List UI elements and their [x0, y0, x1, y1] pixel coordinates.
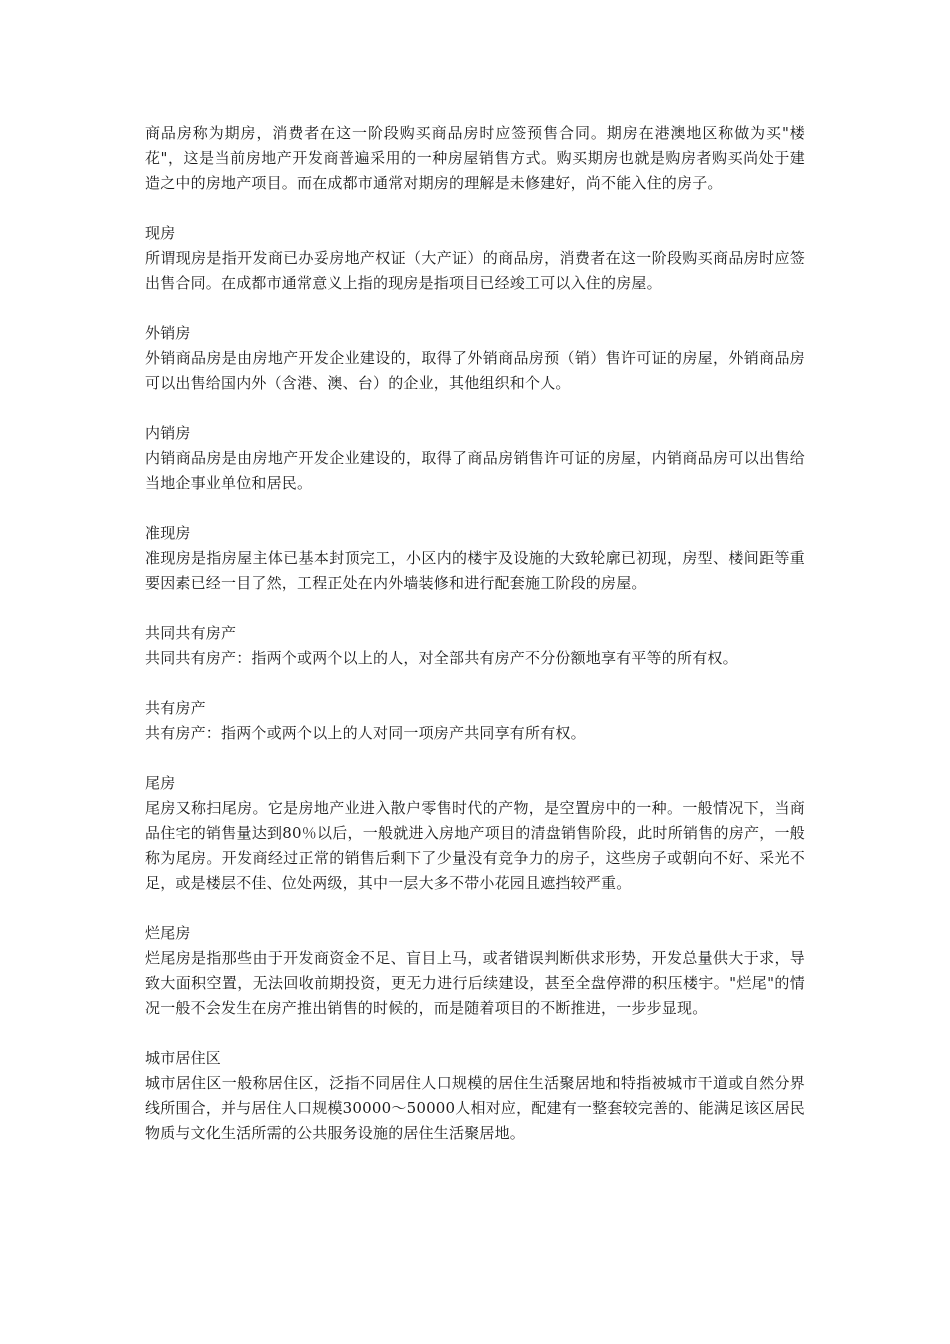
section-body: 外销商品房是由房地产开发企业建设的，取得了外销商品房预（销）售许可证的房屋，外销商品房可以出售给国内外（含港、澳、台）的企业，其他组织和个人。	[145, 349, 805, 392]
section-gongyou	[145, 696, 805, 746]
section-title: 城市居住区	[145, 1049, 222, 1067]
section-weifang	[145, 771, 805, 896]
section-body: 城市居住区一般称居住区，泛指不同居住人口规模的居住生活聚居地和特指被城市干道或自然分界线所围合，并与居住人口规模30000～50000人相对应，配建有一整套较完善的、能满足该区居民物质与文化生活所需的公共服务设施的居住生活聚居地。	[145, 1074, 805, 1142]
section-body: 烂尾房是指那些由于开发商资金不足、盲目上马，或者错误判断供求形势，开发总量供大于求，导致大面积空置，无法回收前期投资，更无力进行后续建设，甚至全盘停滞的积压楼宇。"烂尾"的情况一般不会发生在房产推出销售的时候的，而是随着项目的不断推进，一步步显现。	[145, 949, 805, 1017]
section-body: 尾房又称扫尾房。它是房地产业进入散户零售时代的产物，是空置房中的一种。一般情况下，当商品住宅的销售量达到80％以后，一般就进入房地产项目的清盘销售阶段，此时所销售的房产，一般称为尾房。开发商经过正常的销售后剩下了少量没有竞争力的房子，这些房子或朝向不好、采光不足，或是楼层不佳、位处两级，其中一层大多不带小花园且遮挡较严重。	[145, 799, 805, 892]
section-title: 尾房	[145, 774, 176, 792]
section-body: 共同共有房产：指两个或两个以上的人，对全部共有房产不分份额地享有平等的所有权。	[145, 649, 738, 667]
section-body: 内销商品房是由房地产开发企业建设的，取得了商品房销售许可证的房屋，内销商品房可以出售给当地企事业单位和居民。	[145, 449, 805, 492]
section-neixiaofang	[145, 421, 805, 496]
document-page	[145, 121, 805, 1146]
section-title: 共同共有房产	[145, 624, 237, 642]
section-title: 准现房	[145, 524, 191, 542]
section-title: 烂尾房	[145, 924, 191, 942]
section-title: 共有房产	[145, 699, 206, 717]
section-body: 准现房是指房屋主体已基本封顶完工，小区内的楼宇及设施的大致轮廓已初现，房型、楼间距等重要因素已经一目了然，工程正处在内外墙装修和进行配套施工阶段的房屋。	[145, 549, 805, 592]
section-lanweifang	[145, 921, 805, 1021]
section-chengshi-juzhuqu	[145, 1046, 805, 1146]
section-zhunxianfang	[145, 521, 805, 596]
section-title: 外销房	[145, 324, 191, 342]
section-gongtong-gongyou	[145, 621, 805, 671]
section-body: 所谓现房是指开发商已办妥房地产权证（大产证）的商品房，消费者在这一阶段购买商品房时应签出售合同。在成都市通常意义上指的现房是指项目已经竣工可以入住的房屋。	[145, 249, 805, 292]
intro-paragraph: 商品房称为期房，消费者在这一阶段购买商品房时应签预售合同。期房在港澳地区称做为买"楼花"，这是当前房地产开发商普遍采用的一种房屋销售方式。购买期房也就是购房者购买尚处于建造之中的房地产项目。而在成都市通常对期房的理解是未修建好，尚不能入住的房子。	[145, 124, 805, 192]
section-title: 现房	[145, 224, 176, 242]
section-waixiaofang	[145, 321, 805, 396]
section-xianfang	[145, 221, 805, 296]
section-body: 共有房产：指两个或两个以上的人对同一项房产共同享有所有权。	[145, 724, 586, 742]
section-title: 内销房	[145, 424, 191, 442]
